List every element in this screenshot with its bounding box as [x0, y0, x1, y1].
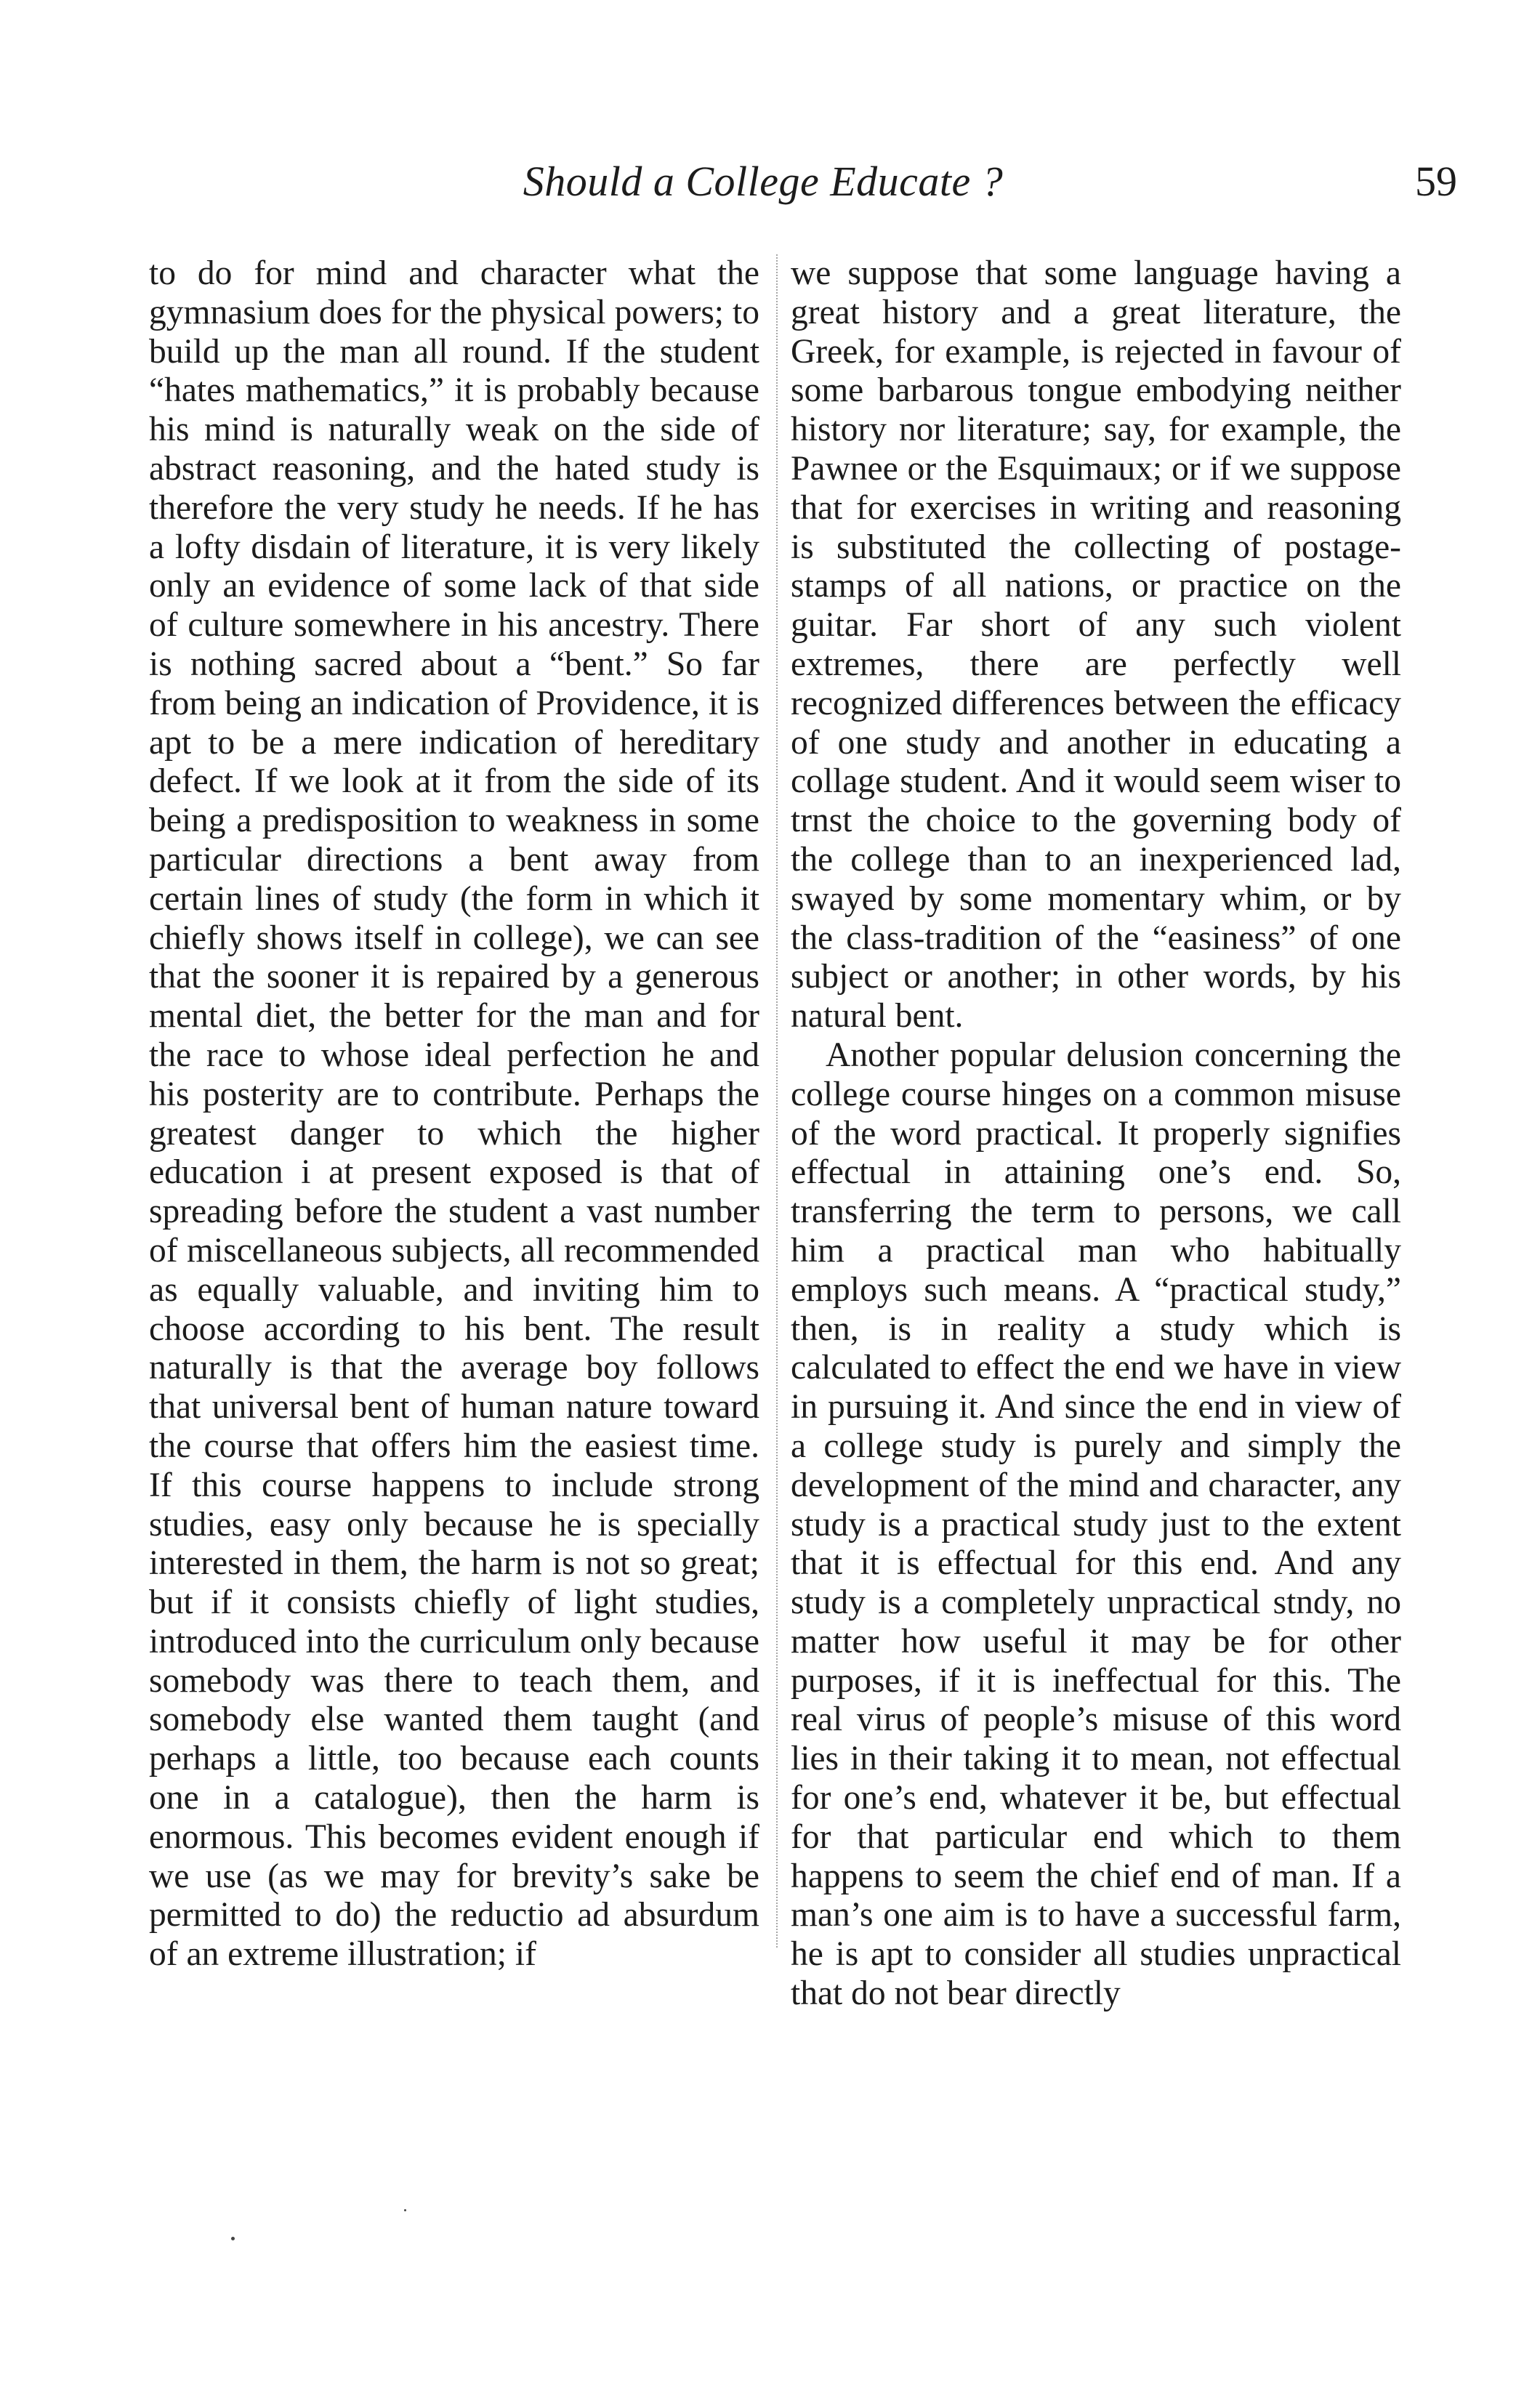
right-paragraph-2: Another popular delusion concerning the college course hinges on a common misuse of the word practical. It properly signifies effectual in attaining one’s end. So, transferring the term to persons, we call him a practical man who habitually employs such means. A “practical study,” then, is in reality a study which is calculated to effect the end we have in view in pursuing it. And since the end in view of a college study is purely and simply the development of the mind and character, any study is a practical study just to the extent that it is effectual for this end. And any study is a completely unpractical stndy, no matter how useful it may be for other purposes, if it is ineffectual for this. The real virus of people’s misuse of this word lies in their taking it to mean, not effectual for one’s end, whatever it be, but effectual for that particular end which to them happens to seem the chief end of man. If a man’s one aim is to have a successful farm, he is apt to consider all studies unpractical that do not bear directly	[791, 1036, 1401, 2013]
right-column	[791, 254, 1401, 2014]
running-title: Should a College Educate ?	[523, 158, 1004, 205]
right-paragraph-1: we suppose that some language having a great history and a great literature, the Greek, for example, is rejected in favour of some barbarous tongue embodying neither history nor literature; say, for example, the Pawnee or the Esquimaux; or if we suppose that for exercises in writing and reasoning is substituted the collecting of postage-stamps of all nations, or practice on the guitar. Far short of any such violent extremes, there are perfectly well recognized differences between the efficacy of one study and another in educating a collage student. And it would seem wiser to trnst the choice to the governing body of the college than to an inexperienced lad, swayed by some momentary whim, or by the class-tradition of the “easiness” of one subject or another; in other words, by his natural bent.	[791, 254, 1401, 1036]
page-number: 59	[1415, 158, 1457, 205]
running-head	[0, 156, 1540, 214]
print-speck	[404, 2209, 406, 2211]
column-gutter-rule	[776, 254, 778, 1948]
print-speck	[231, 2237, 235, 2240]
left-paragraph-1: to do for mind and character what the gymnasium does for the physical powers; to build up the man all round. If the student “hates mathematics,” it is probably because his mind is naturally weak on the side of abstract reasoning, and the hated study is therefore the very study he needs. If he has a lofty disdain of literature, it is very likely only an evidence of some lack of that side of culture somewhere in his ancestry. There is nothing sacred about a “bent.” So far from being an indication of Providence, it is apt to be a mere indication of hereditary defect. If we look at it from the side of its being a predisposition to weakness in some particular directions a bent away from certain lines of study (the form in which it chiefly shows itself in college), we can see that the sooner it is repaired by a generous mental diet, the better for the man and for the race to whose ideal perfection he and his posterity are to contribute. Perhaps the greatest danger to which the higher education i at present exposed is that of spreading before the student a vast number of miscellaneous subjects, all recommended as equally valuable, and inviting him to choose according to his bent. The result naturally is that the average boy follows that universal bent of human nature toward the course that offers him the easiest time. If this course happens to include strong studies, easy only because he is specially interested in them, the harm is not so great; but if it consists chiefly of light studies, introduced into the curriculum only because somebody was there to teach them, and somebody else wanted them taught (and perhaps a little, too because each counts one in a catalogue), then the harm is enormous. This becomes evident enough if we use (as we may for brevity’s sake be permitted to do) the reductio ad absurdum of an extreme illustration; if	[149, 254, 759, 1974]
left-column	[149, 254, 759, 1974]
